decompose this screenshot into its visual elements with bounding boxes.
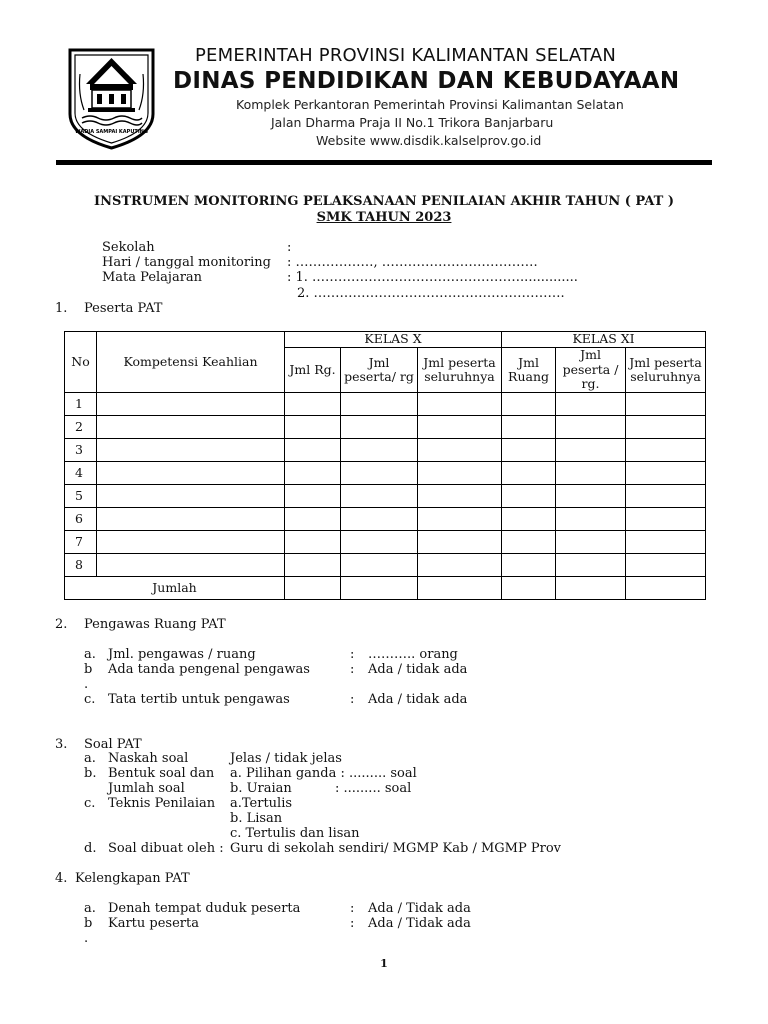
table-cell[interactable] [285,531,341,554]
s3-c-option-tertulis[interactable]: a.Tertulis [230,796,293,811]
table-cell[interactable] [502,577,556,600]
table-cell[interactable] [626,462,706,485]
row-number: 8 [65,554,97,577]
department-name: DINAS PENDIDIKAN DAN KEBUDAYAAN [173,68,680,94]
s4-a-value[interactable]: Ada / Tidak ada [368,901,471,916]
table-row [65,485,706,508]
section-1-number: 1. [55,301,68,316]
table-cell[interactable] [418,531,502,554]
header-kompetensi: Kompetensi Keahlian [97,332,285,393]
row-number: 1 [65,393,97,416]
table-cell[interactable] [341,531,418,554]
table-cell[interactable] [556,485,626,508]
table-cell[interactable] [626,531,706,554]
s4-b-label: Kartu peserta [108,916,199,931]
table-cell[interactable] [556,508,626,531]
table-cell[interactable] [626,416,706,439]
table-cell[interactable] [285,508,341,531]
table-cell[interactable] [626,554,706,577]
s3-a-value[interactable]: Jelas / tidak jelas [230,751,342,766]
table-cell[interactable] [285,393,341,416]
table-cell[interactable] [97,393,285,416]
mapel-label: Mata Pelajaran [102,270,203,285]
table-cell[interactable] [97,554,285,577]
row-number: 6 [65,508,97,531]
s3-a-label: Naskah soal [108,751,189,766]
total-row [65,577,706,600]
s2-c-colon: : [350,692,355,707]
table-cell[interactable] [502,439,556,462]
s3-b-value-2a[interactable]: b. Uraian [230,781,292,796]
s2-b-colon: : [350,662,355,677]
table-cell[interactable] [626,393,706,416]
table-cell[interactable] [285,485,341,508]
s3-d-letter: d. [84,841,97,856]
s2-a-letter: a. [84,647,96,662]
table-row [65,531,706,554]
section-1-title: Peserta PAT [84,301,163,316]
table-cell[interactable] [502,416,556,439]
s2-c-value[interactable]: Ada / tidak ada [368,692,468,707]
table-cell[interactable] [97,485,285,508]
document-subtitle: SMK TAHUN 2023 [316,210,452,225]
table-cell[interactable] [418,508,502,531]
s3-c-label: Teknis Penilaian [108,796,216,811]
s3-b-letter: b. [84,766,97,781]
table-cell[interactable] [556,416,626,439]
table-cell[interactable] [502,508,556,531]
table-cell[interactable] [556,393,626,416]
s3-d-label: Soal dibuat oleh : [108,841,224,856]
s3-b-value-1[interactable]: a. Pilihan ganda : ......... soal [230,766,417,781]
table-cell[interactable] [285,577,341,600]
table-cell[interactable] [626,508,706,531]
table-cell[interactable] [502,531,556,554]
table-cell[interactable] [418,439,502,462]
row-number: 7 [65,531,97,554]
section-4-title: Kelengkapan PAT [75,871,190,886]
section-4-number: 4. [55,871,68,886]
header-kelas-x: KELAS X [285,332,502,348]
address-line-2: Jalan Dharma Praja II No.1 Trikora Banjarbaru [271,115,554,130]
table-cell[interactable] [97,439,285,462]
s3-b-label-1: Bentuk soal dan [108,766,215,781]
table-cell[interactable] [418,554,502,577]
government-name: PEMERINTAH PROVINSI KALIMANTAN SELATAN [195,45,617,66]
sekolah-value: : [287,240,292,255]
table-row [65,462,706,485]
table-cell[interactable] [285,416,341,439]
province-emblem-logo [64,44,159,152]
s2-dot: . [84,677,89,692]
table-row [65,416,706,439]
table-cell[interactable] [556,531,626,554]
address-line-1: Komplek Perkantoran Pemerintah Provinsi Kalimantan Selatan [236,97,624,112]
row-number: 3 [65,439,97,462]
s3-b-label-2: Jumlah soal [108,781,185,796]
table-cell[interactable] [97,508,285,531]
table-cell[interactable] [341,439,418,462]
table-row [65,554,706,577]
s2-b-value[interactable]: Ada / tidak ada [368,662,468,677]
table-cell[interactable] [341,508,418,531]
s2-c-label: Tata tertib untuk pengawas [108,692,290,707]
table-cell[interactable] [418,577,502,600]
table-cell[interactable] [626,577,706,600]
s4-b-colon: : [350,916,355,931]
table-cell[interactable] [626,485,706,508]
s2-a-label: Jml. pengawas / ruang [108,647,256,662]
document-title: INSTRUMEN MONITORING PELAKSANAAN PENILAIAN AKHIR TAHUN ( PAT ) [94,194,674,209]
table-cell[interactable] [418,485,502,508]
header-x-jml-peserta-seluruhnya: Jml peserta seluruhnya [418,348,502,393]
s2-c-letter: c. [84,692,96,707]
table-cell[interactable] [341,393,418,416]
table-cell[interactable] [341,554,418,577]
s3-b-value-2b[interactable]: : ......... soal [335,781,412,796]
header-kelas-xi: KELAS XI [502,332,706,348]
s2-b-letter: b [84,662,93,677]
s3-c-option-lisan[interactable]: b. Lisan [230,811,283,826]
table-cell[interactable] [285,554,341,577]
table-cell[interactable] [97,531,285,554]
header-xi-jml-peserta-seluruhnya: Jml peserta seluruhnya [626,348,706,393]
row-number: 2 [65,416,97,439]
table-row [65,393,706,416]
letterhead-divider [56,160,712,165]
page-number: 1 [380,957,388,970]
table-cell[interactable] [418,393,502,416]
hari-value-field[interactable]: : ………………, ……………………………… [287,255,538,270]
header-x-jml-peserta-rg: Jml peserta/ rg [341,348,418,393]
section-3-title: Soal PAT [84,737,142,752]
section-2-number: 2. [55,617,68,632]
s3-c-letter: c. [84,796,96,811]
row-number: 4 [65,462,97,485]
table-cell[interactable] [285,462,341,485]
table-cell[interactable] [97,462,285,485]
s2-b-label: Ada tanda pengenal pengawas [108,662,310,677]
table-cell[interactable] [556,554,626,577]
section-2-title: Pengawas Ruang PAT [84,617,226,632]
header-xi-jml-ruang: Jml Ruang [502,348,556,393]
s4-a-colon: : [350,901,355,916]
table-cell[interactable] [556,577,626,600]
website-line: Website www.disdik.kalselprov.go.id [316,133,542,148]
table-row [65,439,706,462]
header-x-jml-rg: Jml Rg. [285,348,341,393]
section-3-number: 3. [55,737,68,752]
sekolah-label: Sekolah [102,240,155,255]
table-row [65,508,706,531]
table-cell[interactable] [97,416,285,439]
s3-d-value[interactable]: Guru di sekolah sendiri/ MGMP Kab / MGMP Prov [230,841,562,856]
s3-a-letter: a. [84,751,96,766]
table-cell[interactable] [418,416,502,439]
table-cell[interactable] [502,462,556,485]
table-cell[interactable] [418,462,502,485]
peserta-table [64,331,706,600]
table-cell[interactable] [341,416,418,439]
table-cell[interactable] [556,462,626,485]
table-cell[interactable] [556,439,626,462]
s4-b-letter: b [84,916,93,931]
table-cell[interactable] [502,485,556,508]
table-cell[interactable] [626,439,706,462]
s4-a-letter: a. [84,901,96,916]
emblem-motto: WADJA SAMPAI KAPUTING [75,129,148,135]
s4-b-value[interactable]: Ada / Tidak ada [368,916,471,931]
s4-a-label: Denah tempat duduk peserta [108,901,301,916]
mapel-value-1-field[interactable]: : 1. ………………………………………….............. [287,270,578,285]
table-cell[interactable] [502,393,556,416]
row-number: 5 [65,485,97,508]
mapel-value-2-field[interactable]: 2. …………………………………………………. [297,286,565,301]
header-no: No [65,332,97,393]
s2-a-colon: : [350,647,355,662]
table-cell[interactable] [285,439,341,462]
table-cell[interactable] [341,577,418,600]
table-cell[interactable] [341,485,418,508]
table-cell[interactable] [341,462,418,485]
s4-dot: . [84,931,89,946]
table-cell[interactable] [502,554,556,577]
hari-label: Hari / tanggal monitoring [102,255,271,270]
s3-c-option-tertulis-lisan[interactable]: c. Tertulis dan lisan [230,826,360,841]
s2-a-value[interactable]: ……….. orang [368,647,458,662]
header-xi-jml-peserta-rg: Jml peserta / rg. [556,348,626,393]
total-label: Jumlah [65,577,285,600]
